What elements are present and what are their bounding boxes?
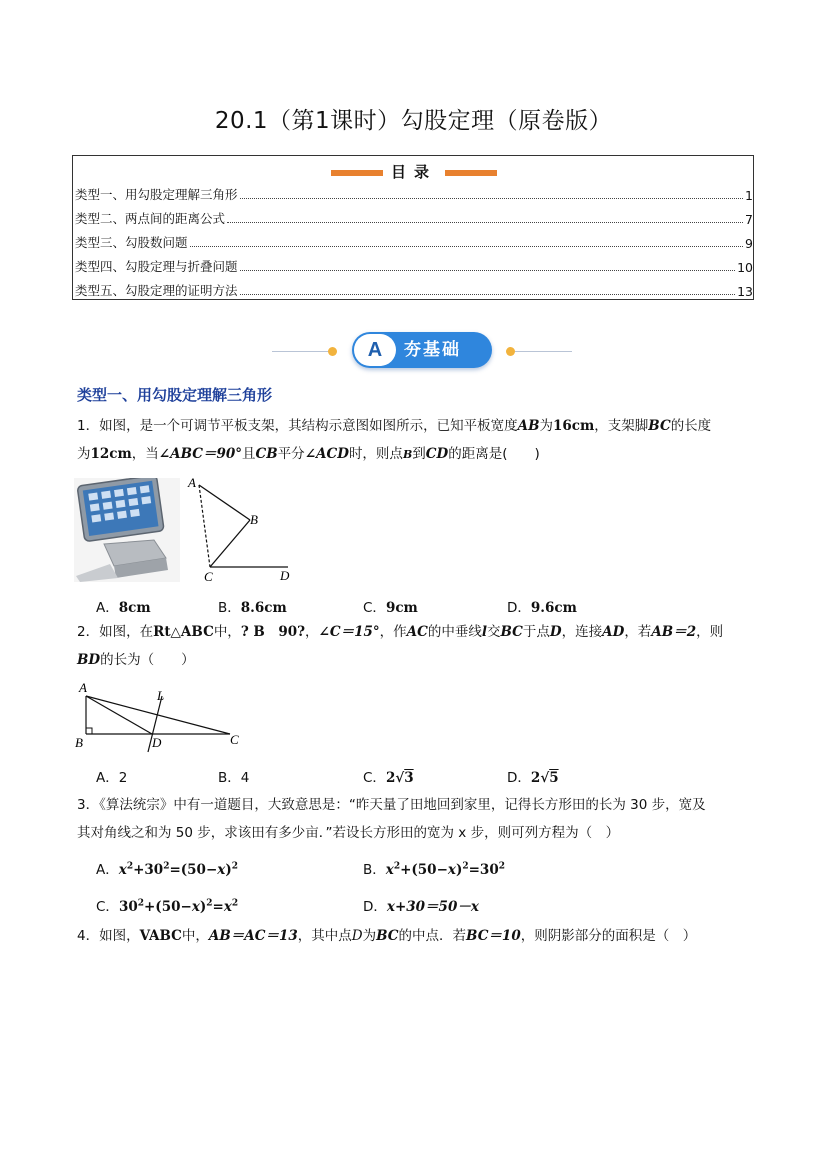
section-badge [272,330,572,372]
table-of-contents [72,155,754,300]
badge-line-left [272,351,330,352]
toc-item[interactable] [75,181,753,203]
q1-option-c[interactable]: C．9cm [363,600,418,616]
type-heading: 类型一、用勾股定理解三角形 [77,386,273,404]
toc-header [73,160,755,180]
q2-option-b[interactable]: B．4 [218,770,250,786]
q1-option-a[interactable]: A．8cm [96,600,151,616]
question-3-text: 3．《算法统宗》中有一道题目，大致意思是：“昨天量了田地回到家里，记得长方形田的长为 30 步，宽及 其对角线之和为 50 步，求该田有多少亩．”若设长方形田的宽为 x 步，则可列方程为（ ） [77,797,706,841]
q2-option-c[interactable]: C．2√3 [363,770,414,786]
badge-line-right [515,351,572,352]
toc-leader-dots [240,294,736,295]
fig2-label-c: C [230,732,239,747]
fig1-label-d: D [280,568,290,583]
fig2-label-l: L [157,688,165,703]
badge-label: 夯基础 [404,340,461,360]
badge-dot-right [506,347,515,356]
q3-option-c[interactable]: C．$30^2+(50-x)^2=x^2$ [96,898,239,915]
fig2-label-b: B [75,735,83,750]
toc-item[interactable] [75,229,753,251]
toc-item-page: 13 [737,284,753,299]
toc-item[interactable] [75,277,753,299]
q3-option-b[interactable]: B．$x^2+(50-x)^2=30^2$ [363,861,505,878]
q2-option-d[interactable]: D．2√5 [507,770,559,786]
question-1-figure [186,476,296,584]
tablet-stand-photo [74,478,180,582]
q1-option-b[interactable]: B．8.6cm [218,600,287,616]
question-4-text: 4．如图，VABC中，AB＝AC＝13，其中点D为BC的中点．若BC＝10，则阴影部分的面积是（ ） [77,928,697,944]
fig2-label-a: A [79,680,87,695]
toc-item-label: 类型一、用勾股定理解三角形 [75,187,238,202]
toc-item-label: 类型五、勾股定理的证明方法 [75,283,238,298]
question-2-text: 2．如图，在Rt△ABC中，? B 90?，∠C＝15°，作AC的中垂线l交BC于点D，连接AD，若AB＝2，则 BD的长为（ ） [77,624,724,668]
toc-leader-dots [190,246,744,247]
toc-leader-dots [240,198,744,199]
q3-option-d[interactable]: D．x+30＝50－x [363,899,479,915]
fig1-label-a: A [188,476,196,490]
page-title: 20.1（第1课时）勾股定理（原卷版） [214,108,613,134]
question-1-text: 1．如图，是一个可调节平板支架，其结构示意图如图所示，已知平板宽度AB为16cm，支架脚BC的长度 为12cm，当∠ABC＝90°且CB平分∠ACD时，则点B到CD的距离是( ) [77,418,712,462]
toc-leader-dots [240,270,736,271]
fig2-label-d: D [152,735,162,750]
toc-item-page: 1 [745,188,753,203]
toc-item[interactable] [75,253,753,275]
toc-item-page: 9 [745,236,753,251]
q3-option-a[interactable]: A．$x^2+30^2=(50-x)^2$ [96,861,238,878]
toc-item[interactable] [75,205,753,227]
toc-item-page: 7 [745,212,753,227]
badge-pill [352,332,492,368]
badge-letter: A [354,334,396,366]
toc-item-label: 类型二、两点间的距离公式 [75,211,226,226]
fig1-label-c: C [204,569,213,584]
q2-option-a[interactable]: A．2 [96,770,128,786]
toc-heading: 目录 [390,163,437,181]
question-2-figure [74,678,248,754]
q1-option-d[interactable]: D．9.6cm [507,600,577,616]
fig1-label-b: B [250,512,258,527]
badge-dot-left [328,347,337,356]
toc-leader-dots [227,222,743,223]
toc-item-page: 10 [737,260,753,275]
toc-item-label: 类型四、勾股定理与折叠问题 [75,259,238,274]
toc-item-label: 类型三、勾股数问题 [75,235,188,250]
